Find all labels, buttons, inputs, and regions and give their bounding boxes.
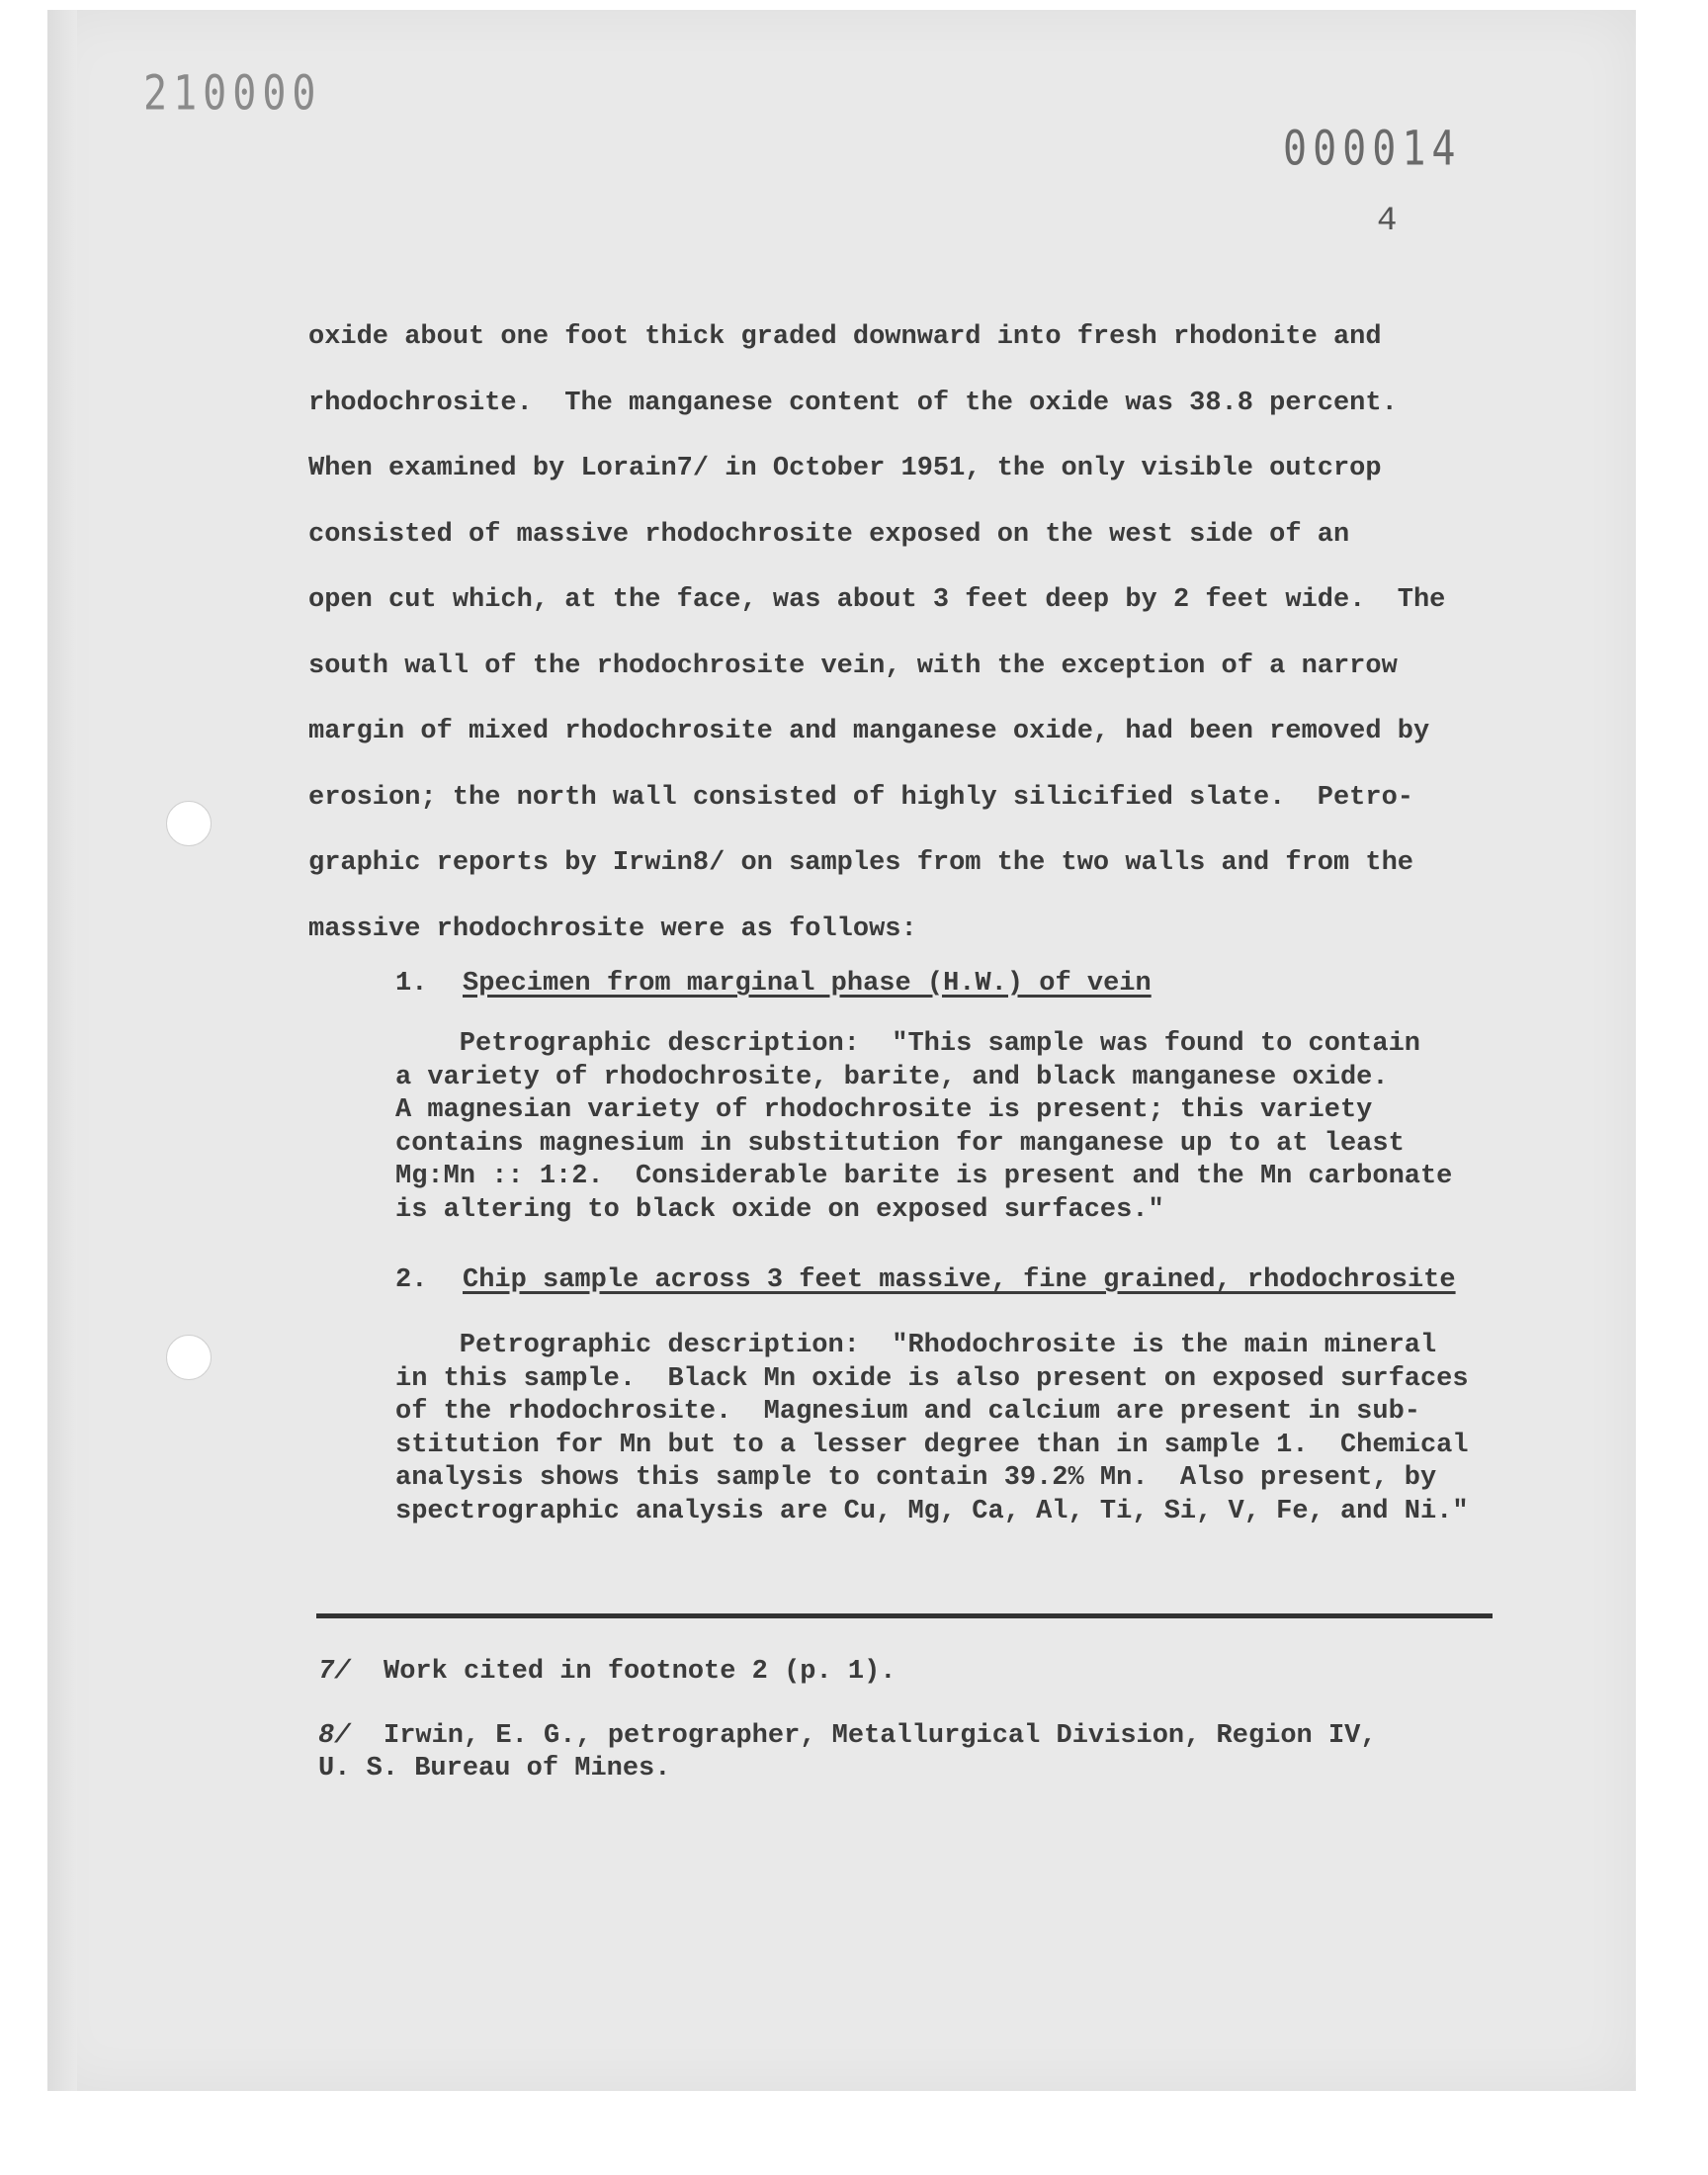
item-number: 1. <box>395 969 428 999</box>
description-line: analysis shows this sample to contain 39.2% Mn. Also present, by <box>395 1463 1437 1493</box>
footnote-marker: 8/ <box>318 1721 351 1751</box>
body-paragraph <box>308 304 1475 962</box>
description-line: stitution for Mn but to a lesser degree than in sample 1. Chemical <box>395 1430 1469 1460</box>
footnote-marker: 7/ <box>318 1657 351 1687</box>
footnote-line: Irwin, E. G., petrographer, Metallurgical Division, Region IV, <box>384 1721 1377 1751</box>
page-shadow-edge <box>47 10 77 2091</box>
body-line: massive rhodochrosite were as follows: <box>308 914 917 944</box>
description-line: contains magnesium in substitution for manganese up to at least <box>395 1128 1405 1159</box>
description-line: a variety of rhodochrosite, barite, and black manganese oxide. <box>395 1062 1389 1092</box>
body-line: erosion; the north wall consisted of highly silicified slate. Petro- <box>308 782 1413 813</box>
item-description-2 <box>395 1330 1522 1528</box>
body-line: When examined by Lorain7/ in October 1951, the only visible outcrop <box>308 454 1382 483</box>
item-description-1 <box>395 1028 1522 1227</box>
description-line: in this sample. Black Mn oxide is also present on exposed surfaces <box>395 1363 1469 1394</box>
body-line: margin of mixed rhodochrosite and manganese oxide, had been removed by <box>308 717 1430 746</box>
body-line: rhodochrosite. The manganese content of the oxide was 38.8 percent. <box>308 388 1398 418</box>
description-line: spectrographic analysis are Cu, Mg, Ca, Al, Ti, Si, V, Fe, and Ni." <box>395 1496 1469 1526</box>
stamp-number-top-left: 210000 <box>143 66 322 122</box>
item-heading-1 <box>395 969 1152 999</box>
footnote-8 <box>318 1720 1377 1785</box>
body-line: south wall of the rhodochrosite vein, with the exception of a narrow <box>308 651 1398 681</box>
body-line: open cut which, at the face, was about 3 feet deep by 2 feet wide. The <box>308 585 1446 615</box>
description-line: Petrographic description: "Rhodochrosite is the main mineral <box>395 1331 1437 1360</box>
footnote-divider <box>316 1613 1493 1618</box>
item-title: Specimen from marginal phase (H.W.) of vein <box>463 969 1152 999</box>
description-line: Mg:Mn :: 1:2. Considerable barite is present and the Mn carbonate <box>395 1162 1453 1191</box>
description-line: Petrographic description: "This sample was found to contain <box>395 1029 1420 1059</box>
footnote-line: U. S. Bureau of Mines. <box>318 1754 671 1784</box>
page-number: 4 <box>1377 203 1398 240</box>
footnote-7 <box>318 1656 896 1689</box>
body-line: graphic reports by Irwin8/ on samples from the two walls and from the <box>308 848 1413 878</box>
description-line: is altering to black oxide on exposed surfaces." <box>395 1194 1164 1225</box>
item-number: 2. <box>395 1265 428 1295</box>
footnote-line: Work cited in footnote 2 (p. 1). <box>384 1657 897 1687</box>
binder-hole-bottom <box>166 1335 212 1380</box>
binder-hole-top <box>166 801 212 846</box>
stamp-number-top-right: 000014 <box>1283 122 1462 177</box>
description-line: A magnesian variety of rhodochrosite is present; this variety <box>395 1095 1373 1125</box>
item-title: Chip sample across 3 feet massive, fine grained, rhodochrosite <box>463 1265 1456 1295</box>
item-heading-2 <box>395 1265 1456 1295</box>
description-line: of the rhodochrosite. Magnesium and calcium are present in sub- <box>395 1397 1420 1427</box>
body-line: oxide about one foot thick graded downward into fresh rhodonite and <box>308 322 1382 352</box>
body-line: consisted of massive rhodochrosite exposed on the west side of an <box>308 519 1350 550</box>
